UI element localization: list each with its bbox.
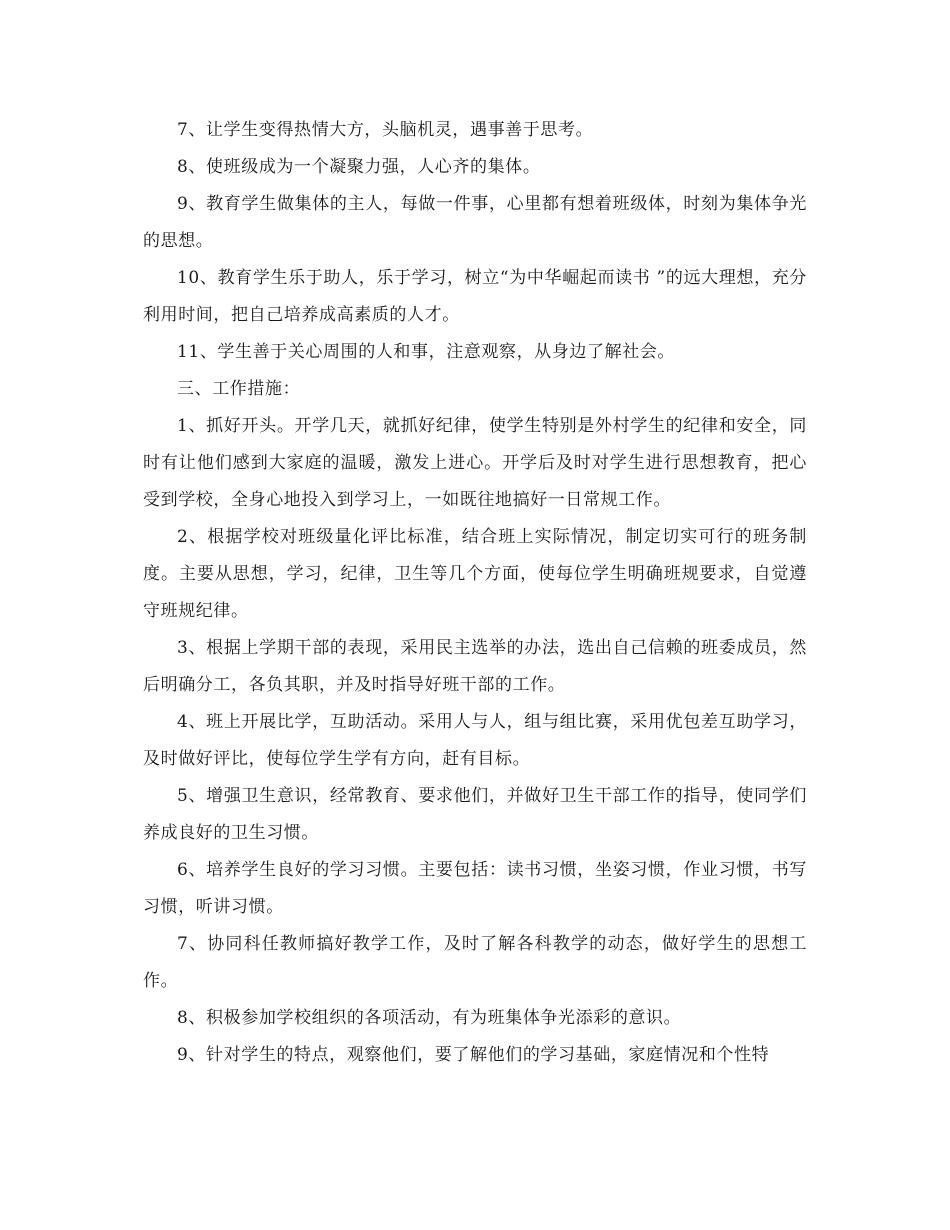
paragraph-measure-9: 9、针对学生的特点，观察他们，要了解他们的学习基础，家庭情况和个性特 bbox=[177, 1045, 770, 1065]
paragraph-goal-7: 7、让学生变得热情大方，头脑机灵，遇事善于思考。 bbox=[177, 120, 594, 140]
paragraph-goal-9: 9、教育学生做集体的主人，每做一件事，心里都有想着班级体，时刻为集体争光的思想。 bbox=[143, 194, 807, 251]
paragraph-measure-6: 6、培养学生良好的学习习惯。主要包括：读书习惯，坐姿习惯，作业习惯，书写习惯，听讲习惯。 bbox=[143, 860, 807, 917]
paragraph-goal-11: 11、学生善于关心周围的人和事，注意观察，从身边了解社会。 bbox=[177, 342, 676, 362]
paragraph-measure-8: 8、积极参加学校组织的各项活动，有为班集体争光添彩的意识。 bbox=[177, 1008, 682, 1028]
paragraph-measure-5: 5、增强卫生意识，经常教育、要求他们，并做好卫生干部工作的指导，使同学们养成良好的卫生习惯。 bbox=[143, 786, 807, 843]
paragraph-measure-4: 4、班上开展比学，互助活动。采用人与人，组与组比赛，采用优包差互助学习，及时做好评比，使每位学生学有方向，赶有目标。 bbox=[143, 712, 807, 769]
section-heading-measures: 三、工作措施： bbox=[177, 379, 301, 399]
paragraph-measure-2: 2、根据学校对班级量化评比标准，结合班上实际情况，制定切实可行的班务制度。主要从思想，学习，纪律，卫生等几个方面，使每位学生明确班规要求，自觉遵守班规纪律。 bbox=[143, 527, 807, 621]
paragraph-measure-3: 3、根据上学期干部的表现，采用民主选举的办法，选出自己信赖的班委成员，然后明确分工，各负其职，并及时指导好班干部的工作。 bbox=[143, 638, 807, 695]
paragraph-measure-7: 7、协同科任教师搞好教学工作，及时了解各科教学的动态，做好学生的思想工作。 bbox=[143, 934, 807, 991]
paragraph-measure-1: 1、抓好开头。开学几天，就抓好纪律，使学生特别是外村学生的纪律和安全，同时有让他们感到大家庭的温暖，激发上进心。开学后及时对学生进行思想教育，把心受到学校，全身心地投入到学习上，一如既往地搞好一日常规工作。 bbox=[143, 416, 807, 510]
paragraph-goal-8: 8、使班级成为一个凝聚力强，人心齐的集体。 bbox=[177, 157, 541, 177]
paragraph-goal-10: 10、教育学生乐于助人，乐于学习，树立“为中华崛起而读书 ”的远大理想，充分利用时间，把自己培养成高素质的人才。 bbox=[143, 268, 807, 325]
document-page bbox=[143, 112, 807, 1074]
